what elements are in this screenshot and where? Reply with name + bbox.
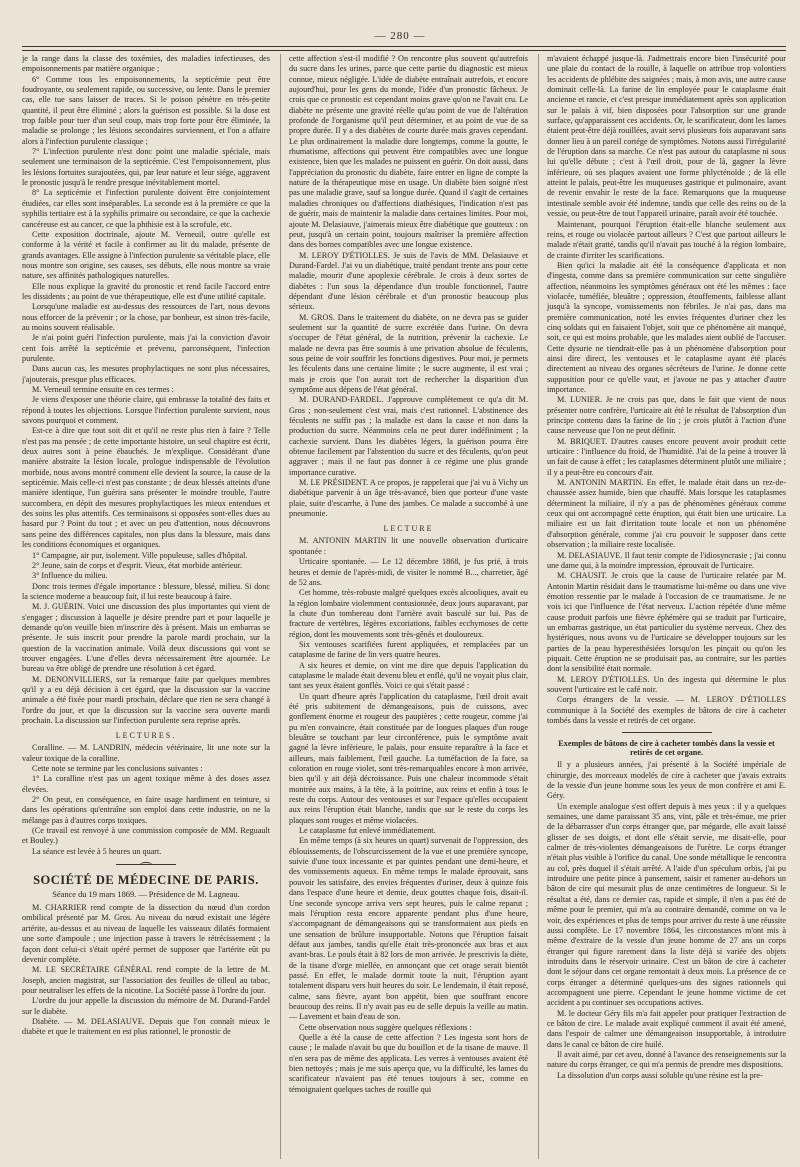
section-heading-lectures: LECTURES. — [115, 731, 177, 741]
paragraph: Je viens d'exposer une théorie claire, qui embrasse la totalité des faits et répond à toutes les objections. Lorsque l'infection purulente survient, nous savons pourquoi et comment. — [22, 395, 270, 426]
paragraph: Le cataplasme fut enlevé immédiatement. — [299, 826, 436, 836]
paragraph: Quelle a été la cause de cette affection ? Les ingesta sont hors de cause ; le malade n'avait bu que du bouillon et de la tisane de mauve. Il n'en sera pas de même des applicata. Les verres à ventouses avaient été bien nettoyés ; mais je me suis aperçu que, vu la difficulté, les lames du scarificateur n'avaient pas été tenues toujours à sec, comme en témoignaient quelques taches de rouille qui — [289, 1032, 528, 1094]
paragraph: Six ventouses scarifiées furent appliquées, et remplacées par un cataplasme de farine de lin vers quatre heures. — [289, 639, 528, 660]
paragraph: La dissolution d'un corps aussi soluble qu'une résine est la pre- — [557, 1070, 763, 1080]
paragraph: Il y a plusieurs années, j'ai présenté à la Société impériale de chirurgie, des morceaux modelés de cire à cacheter que j'avais extraits de la vessie d'un jeune homme sous les yeux de mon confrère et ami E. Géry. — [547, 760, 786, 801]
paragraph: m'avaient échappé jusque-là. J'admettrais encore bien l'insécurité pour une plaie du contact de la rouille, à laquelle on attribue trop volontiers les accidents de phlébite des saignées ; mais, à mon avis, une autre cause dominait celle-là. La farine de lin employée pour le cataplasme était ancienne et rancie, et c'est presque immédiatement après son application sur le palais à vif, bien disposées pour l'absorption sur une grande surface, qu'apparaissent ces accidents. Or, le scarificateur, dont les lames étaient peut-être déjà rouillées, avait servi plusieurs fois auparavant sans donner lieu à un pareil cortége de symptômes. Notons aussi l'irrégularité de l'éruption dans sa marche. Ce n'est pas autour du cataplasme ni sous lui qu'elle débute ; c'est à l'œil droit, pour de là, gagner la lèvre inférieure, où ses plaques avaient une forme phlycténoïde ; de là elle atteint le palais, peut-être les muqueuses gastrique et pulmonaire, avant de revenir envahir le reste de la face. Remarquons que la muqueuse intestinale semble avoir été indemne, tandis que celle des reins ou de la vessie, ou peut-être de tout l'appareil urinaire, paraît avoir été touchée. — [547, 54, 786, 219]
paragraph: Un quart d'heure après l'application du cataplasme, l'œil droit avait été pris subitement de démangeaisons, puis de cuissons, avec gonflement énorme et rougeur des paupières ; cette rougeur, comme j'ai pu m'en convaincre, était constituée par de longues plaques d'un rouge bleuâtre se touchant par leur circonférence, puis le symptôme avait gagné la lèvre inférieure, le palais, pour ensuite reparaître à la face et ailleurs, mais faiblement, l'œil gauche. La tuméfaction de la face, sa coloration en rouge violet, sont très-remarquables encore à mon arrivée, bien qu'il y ait déjà décroissance. Puis une chaleur incommode s'était montrée aux mains, à la tête, à la poitrine, aux reins et enfin à tous le reste du corps. Autour des ventouses et sur l'espace qu'elles occupaient aux reins l'éruption était blanche, tandis que sur le reste du corps les plaques sont rouges et même violacées. — [289, 691, 528, 825]
paragraph: M. DENONVILLIERS, sur la remarque faite par quelques membres qu'il y a eu déjà décision à cet égard, que la discussion sur la vaccine animale a été fixée pour mardi prochain, déclare que rien ne sera changé à l'ordre du jour, et que la discussion sur la vaccine sera ouverte mardi prochain. La discussion sur l'infection purulente sera reprise après. — [22, 674, 270, 725]
column-1 — [22, 54, 270, 1159]
paragraph: M. CHARRIER rend compte de la dissection du nœud d'un cordon ombilical présenté par M. Gros. Au niveau du nœud existait une légère artérite, au-dessus et au niveau de laquelle les vaisseaux dilatés formaient une sorte d'ampoule ; une injection passe à travers le rétrécissement ; la façon dont celui-ci s'était opéré permet de supposer que l'artérite eût pu devenir complète. — [22, 903, 270, 964]
paragraph: M. DURAND-FARDEL. J'approuve complètement ce qu'a dit M. Gros ; non-seulement c'est vrai, mais c'est rationnel. L'abstinence des féculents ne suffit pas ; la maladie est dans la cause et non dans la production du sucre. Néanmoins cela ne peut durer indéfiniment ; la cachexie survient. Dans les diabètes légers, la guérison pourra être obtenue facilement par l'abstention du sucre et des féculents, qu'on peut aggraver ; mais il ne faut pas donner à ce régime une plus grande importance curative. — [289, 395, 528, 477]
paragraph: M. BRIQUET. D'autres causes encore peuvent avoir produit cette urticaire : l'influence du froid, de l'humidité. J'ai de la peine à trouver là un fait de cause à effet ; les cataplasmes déterminent plutôt une miliaire ; il y a peut-être eu concours d'air. — [547, 436, 786, 477]
paragraph: En même temps (à six heures un quart) survenait de l'oppression, des éblouissements, de l'obscurcissement de la vue et une première syncope, suivie d'une toux incessante et par quintes pendant une demi-heure, et des vomissements aqueux. En même temps le malade éprouvait, sans pouvoir les satisfaire, des envies fréquentes d'uriner, deux à quinze fois dans l'espace d'une heure et demie, deux gouttes chaque fois, disait-il. Une seconde syncope arriva vers sept heures, puis le calme reparut ; mais l'éruption resta encore apparente pendant plus d'une heure, s'accompagnant de démangeaisons qui se transformaient aux pieds en une sensation de brûlure insupportable. Notons que l'éruption faisait défaut aux jambes, tandis qu'elle était très-prononcée aux bras et aux avant-bras. Le pouls était à 82 lors de mon arrivée. Je prescrivis la diète, de la tisane d'orge miellée, en annonçant que cet orage serait bientôt passé. En effet, le malade dormit toute la nuit, l'éruption ayant totalement disparu vers huit heures du soir. Le lendemain, il était reposé, calme, sans fièvre, ayant bon appétit, bien que souffrant encore beaucoup des reins. Il n'y avait pas eu de selle depuis la veille au matin. — Lavement et bain d'eau de son. — [289, 836, 528, 1022]
paragraph: M. ANTONIN MARTIN. En effet, le malade était dans un rez-de-chaussée assez humide, bien que chauffé. Mais lorsque les cataplasmes déterminent la miliaire, il n'y a pas de phénomènes généraux comme ceux qui ont accompagné cette éruption, qui était bien une urticaire. La miliaire est un fait d'irritation toute locale et non un phénomène d'absorption générale, comme j'ai cru pouvoir le supposer dans cette observation ; la miliaire reste localisée. — [547, 478, 786, 550]
paragraph: M. GROS. Dans le traitement du diabète, on ne devra pas se guider seulement sur la quantité de sucre excrétée dans l'urine. On devra s'occuper de l'état général, de la nutrition, prévenir la cachexie. Le malade ne devra pas être soumis à une privation absolue de féculents, sous peine de voir souffrir les fonctions digestives. Pour moi, je permets les féculents dans une certaine limite ; le sucre augmente, il est vrai ; mais je crois que l'on aurait tort de rechercher la disparition d'un symptôme aux dépens de l'état général. — [289, 312, 528, 394]
paragraph: 7° L'infection purulente n'est donc point une maladie spéciale, mais seulement une terminaison de la septicémie. C'est l'empoisonnement, plus les lésions fortuites surajoutées, qui, par leur nature et leur siége, aggravent le pronostic jusqu'à le rendre presque inévitablement mortel. — [22, 147, 270, 188]
column-3 — [538, 54, 786, 1159]
paragraph: 1° Campagne, air pur, isolement. Ville populeuse, salles d'hôpital. — [32, 550, 248, 560]
paragraph: M. CHAUSIT. Je crois que la cause de l'urticaire relatée par M. Antonin Martin résidait dans le traumatisme lui-même ou dans une vive émotion ressentie par le malade à l'occasion de ce traumatisme. Je ne vois ici que l'influence de l'état nerveux. L'action répétée d'une même cause produit parfois une fièvre éphémère qui se traduit par l'urticaire, un embarras gastrique, un état particulier du système nerveux. Chez des hystériques, nous avons vu de l'urticaire se développer toujours sur les parties de la peau hyperesthésiées lorsqu'on les pinçait ou qu'on les piquait. Cette éruption ne se produisait pas, au contraire, sur les parties dont la sensibilité était normale. — [547, 571, 786, 674]
divider-line — [622, 732, 712, 733]
paragraph: Urticaire spontanée. — Le 12 décembre 1868, je fus prié, à trois heures et demie de l'après-midi, de visiter le nommé B..., charretier, âgé de 52 ans. — [289, 557, 528, 587]
society-title: SOCIÉTÉ DE MÉDECINE DE PARIS. — [33, 873, 259, 888]
paragraph: Corps étrangers de la vessie. — M. LEROY D'ÉTIOLLES communique à la Société des exemples de bâtons de cire à cacheter tombés dans la vessie et retirés de cet organe. — [547, 695, 786, 725]
paragraph: M. J. GUÉRIN. Voici une discussion des plus importantes qui vient de s'engager ; discussion à laquelle je désire prendre part et pour laquelle je demande qu'on veuille bien m'inscrire dès à présent. Mais un embarras se présente. Je suis inscrit pour prendre la parole mardi prochain, sur la question de la vaccination animale. Voilà deux discussions qui vont se trouver engagées. L'une d'elles devra nécessairement être ajournée. Le bureau va être obligé de prendre une résolution à cet égard. — [22, 602, 270, 674]
paragraph: Un exemple analogue s'est offert depuis à mes yeux : il y a quelques semaines, une dame paraissant 35 ans, vint, pâle et très-émue, me prier de la débarrasser d'un corps étranger que, par mégarde, elle avait laissé glisser de ses doigts, et dont elle s'était servie, me disait-elle, pour calmer de très-violentes démangeaisons de l'urètre. Le corps étranger n'était plus visible à l'orifice du canal. Une sonde métallique le rencontra au col, près duquel il s'était arrêté. A l'aide d'un spéculum orbis, j'ai pu introduire une petite pince à pansement, saisir et ramener au-dehors un bâton de cire qui mesurait plus de onze centimètres de longueur. Si le résultat a été, dans ce dernier cas, rapide et simple, il n'en a pas été de même pour le premier, qui m'a au contraire demandé, comme on va le voir, des expériences et plus de temps pour arriver du reste à une réussite aussi complète. Le 17 novembre 1864, les circonstances m'ont mis à même d'extraire de la vessie d'un jeune homme de 27 ans un corps étranger qui figure rarement dans la liste déjà si variée des objets introduits dans le réservoir urinaire. C'est un bâton de cire à cacheter dont le séjour dans cet organe remontait à deux mois. La présence de ce corps étranger a déterminé quelques-uns des signes rationnels qui accompagnent une pierre. Cependant le jeune homme victime de cet accident a pu continuer ses occupations actives. — [547, 801, 786, 1008]
paragraph: M. LEROY D'ÉTIOLLES. Un des ingesta qui détermine le plus souvent l'urticaire est le café noir. — [547, 674, 786, 694]
column-2 — [280, 54, 528, 1159]
paragraph: M. LUNIER. Je ne crois pas que, dans le fait que vient de nous présenter notre confrère, l'urticaire ait été le résultat de l'absorption d'un principe contenu dans la farine de lin ; je crois plutôt à l'action d'une cause nerveuse que l'on ne peut définir. — [547, 395, 786, 436]
paragraph: (Ce travail est renvoyé à une commission composée de MM. Reguault et Bouley.) — [22, 826, 270, 846]
paragraph: M. LEROY D'ÉTIOLLES. Je suis de l'avis de MM. Delasiauve et Durand-Fardel. J'ai vu un diabétique, traité pendant trente ans pour cette maladie, mourir d'une apoplexie cérébrale. Je crois à deux sortes de diabètes : l'un sous la dépendance d'un trouble fonctionnel, l'autre dépendant d'une lésion cérébrale et d'un pronostic beaucoup plus sérieux. — [289, 250, 528, 312]
paragraph: Cette observation nous suggère quelques réflexions : — [299, 1022, 472, 1032]
paragraph: Maintenant, pourquoi l'éruption était-elle blanche seulement aux reins, et rouge ou violacée partout ailleurs ? C'est que partout ailleurs le malade n'était gratté, tandis qu'il n'avait pas touché à la région lombaire, de crainte d'irriter les scarifications. — [547, 219, 786, 260]
paragraph: Cette exposition doctrinale, ajoute M. Verneuil, outre qu'elle est conforme à la vérité et facile à confirmer au lit du malade, présente de grands avantages. Elle assigne à l'infection purulente sa véritable place, elle nous montre son origine, ses causes, ses débuts, elle nous montre sa vraie nature, ses affinités pathologiques naturelles. — [22, 229, 270, 281]
paragraph: 1° La coralline n'est pas un agent toxique même à des doses assez élevées. — [22, 774, 270, 794]
paragraph: Bien qu'ici la maladie ait été la conséquence d'applicata et non d'ingesta, comme dans sa première communication sur cette singulière affection, néanmoins les symptômes généraux ont été les mêmes : face violacée, tuméfiée, bleuâtre ; oppression, étouffements, faiblesse allant jusqu'à la syncope, vomissements non fébriles. Je n'ai pas, dans ma première communication, noté les envies fréquentes d'uriner chez les cinq soldats qui en faisaient l'objet, soit que ce phénomène ait manqué, soit, ce qui est moins probable, que les malades aient oublié de l'accuser. Cette dysurie ne tiendrait-elle pas à un phénomène d'absorption pour ainsi dire direct, les ventouses et le cataplasme ayant été placés directement au niveau des organes sécréteurs de l'urine. Je donne cette supposition pour ce qu'elle vaut, et j'avoue ne pas y attacher d'autre importance. — [547, 260, 786, 394]
paragraph: M. LE PRÉSIDENT. A ce propos, je rappelerai que j'ai vu à Vichy un diabétique parvenir à un âge très-avancé, bien que porteur d'une vaste plaie, suite d'escarrhe, à l'une des jambes. Ce malade a succombé à une pneumonie. — [289, 478, 528, 519]
paragraph: Elle nous explique la gravité du pronostic et rend facile l'accord entre les dissidents ; au point de vue thérapeutique, elle est d'une utilité capitale. — [22, 281, 270, 301]
session-line: Séance du 19 mars 1869. — Présidence de M. Lagneau. — [52, 890, 240, 900]
paragraph: 6° Comme tous les empoisonnements, la septicémie peut être foudroyante, ou seulement rapide, ou successive, ou lente. Dans le premier cas, elle tue sans laisser de traces. Si le poison pénètre en très-petite quantité, il peut être éliminé ; alors la guérison est possible. Si la dose est trop faible pour tuer d'un seul coup, mais trop forte pour être éliminée, la maladie se prolonge ; les lésions secondaires surviennent, et l'on a affaire alors à l'infection purulente classique ; — [22, 74, 270, 146]
paragraph: Je n'ai point guéri l'infection purulente, mais j'ai la conviction d'avoir cent fois arrêté la septicémie et prévenu, parconséquent, l'infection purulente. — [22, 333, 270, 363]
header-rule — [22, 46, 786, 51]
paragraph: cette affection s'est-il modifié ? On rencontre plus souvent qu'autrefois du sucre dans les urines, parce que cette partie du diagnostic est mieux connue, mieux négligée. L'idée de diabète entraînait autrefois, et encore aujourd'hui, pour les gens du monde, l'idée d'un pronostic fâcheux. Je crois que ce pronostic est cependant moins grave qu'on ne l'avait cru. Le diabète ne présente une gravité réelle qu'au point de vue de l'altération profonde de l'organisme qu'il peut déterminer, et au point de vue de sa propre durée. Il y a des diabètes de courte durée mais graves cependant. Le plus ordinairement la maladie dure longtemps, comme la goutte, le rhumatisme, affections qui peuvent être compatibles avec une longue existence, bien que les malades ne puissent en guérir. On doit aussi, dans l'appréciation du pronostic du diabète, faire entrer en ligne de compte la nature de la thérapeutique mise en usage. Un diabète bien soigné n'est pas une maladie grave, sauf sa longue durée. Quand il s'agit de certaines maladies chroniques ou d'affections diathésiques, l'indication n'est pas de guérir, mais de maintenir la maladie dans certaines limites. Pour moi, ajoute M. Delasiauve, j'aimerais mieux être diabétique que goutteux : on peut, jusqu'à un certain point, toujours maîtriser la première affection dans des bornes compatibles avec une longue existence. — [289, 54, 528, 250]
text-columns — [22, 54, 786, 1159]
paragraph: L'ordre du jour appelle la discussion du mémoire de M. Durand-Fardel sur le diabète. — [22, 996, 270, 1016]
paragraph: La séance est levée à 5 heures un quart. — [32, 846, 162, 856]
paragraph: Donc trois termes d'égale importance : blessure, blessé, milieu. Si donc la science moderne a beaucoup fait, il lui reste beaucoup à faire. — [22, 581, 270, 601]
paragraph: M. LE SECRÉTAIRE GÉNÉRAL rend compte de la lettre de M. Joseph, ancien magistrat, sur l'association des feuilles de tilleul au tabac, pour neutraliser les effets de la nicotine. La Société passe à l'ordre du jour. — [22, 965, 270, 995]
paragraph: M. le docteur Géry fils m'a fait appeler pour pratiquer l'extraction de ce bâton de cire. Le malade avait expliqué comment il avait été amené, dans l'espoir de calmer une démangeaison insupportable, à introduire dans le canal ce bâton de cire huilé. — [547, 1008, 786, 1049]
section-heading-lecture: LECTURE — [383, 524, 434, 534]
paragraph: M. DELASIAUVE. Il faut tenir compte de l'idiosyncrasie ; j'ai connu une dame qui, à la moindre impression, éprouvait de l'urticaire. — [547, 550, 786, 570]
ornament-divider — [116, 864, 176, 865]
paragraph: A six heures et demie, on vint me dire que depuis l'application du cataplasme le malade était devenu bleu et enflé, qu'il ne voyait plus clair, tant ses yeux étaient gonflés. Voici ce qui s'était passé : — [289, 660, 528, 691]
paragraph: Il avait aimé, par cet aveu, donné à l'avance des renseignements sur la nature du corps étranger, ce qui m'a permis de prendre mes dispositions. — [547, 1049, 786, 1070]
paragraph: M. Verneuil termine ensuite en ces termes : — [32, 385, 174, 394]
paragraph: 8° La septicémie et l'infection purulente doivent être conjointement étudiées, car elles sont inséparables. La seconde est à la première ce que la syphilis tertiaire est à la syphilis primaire ou secondaire, ce que la cachexie cancéreuse est au cancer, ce que la phthisie est à la scrofule, etc. — [22, 188, 270, 229]
paragraph: Cet homme, très-robuste malgré quelques excès alcooliques, avait eu la région lombaire violemment contusionnée, deux jours auparavant, par la chute d'un tombereau dont l'arrière avait basculé sur lui. Pas de fracture de vertèbres, légères excoriations, faibles ecchymoses de cette région, dont les mouvements sont très-gênés et douloureux. — [289, 588, 528, 639]
paragraph: 2° Jeune, sain de corps et d'esprit. Vieux, état morbide antérieur. — [32, 560, 243, 570]
article-heading: Exemples de bâtons de cire à cacheter tombés dans la vessie et retirés de cet organe. — [558, 739, 775, 758]
paragraph: Diabète. — M. DELASIAUVE. Depuis que l'on connaît mieux le diabète et que le traitement en est plus rationnel, le pronostic de — [22, 1016, 270, 1037]
paragraph: Lorsqu'une maladie est au-dessus des ressources de l'art, nous devons nous efforcer de la prévenir ; or la chose, par bonheur, est sinon très-facile, au moins souvent réalisable. — [22, 302, 270, 332]
paragraph: 2° On peut, en conséquence, en faire usage hardiment en teinture, si dans les opérations qu'entraîne son emploi dans cette industrie, on ne la mélange pas à d'autres corps toxiques. — [22, 795, 270, 825]
paragraph: M. ANTONIN MARTIN lit une nouvelle observation d'urticaire spontanée : — [289, 536, 528, 556]
page-number: — 280 — — [374, 30, 426, 42]
paragraph: Est-ce à dire que tout soit dit et qu'il ne reste plus rien à faire ? Telle n'est pas ma pensée ; de cette importante histoire, un seul chapitre est écrit, deux autres sont à peine ébauchés. Je m'explique. Considérant d'une manière abstraite la lésion locale, prologue indispensable de l'évolution morbide, nous avons montré comment elle devient la source, la cause de la septicémie. Mais celle-ci n'est pas constante ; de deux blessés atteints d'une manière identique, l'un guérira sans présenter le moindre trouble, l'autre succombera, en dépit des mesures prophylactiques les mieux entendues et des soins les plus attentifs. Ces terminaisons si opposées sont-elles dues au hasard pur ? Point du tout ; et avec un peu d'attention, nous découvrons sans peine des différences capitales, non plus dans la blessure, mais dans les conditions économiques et organiques. — [22, 426, 270, 550]
paragraph: Cette note se termine par les conclusions suivantes : — [32, 764, 203, 774]
paragraph: 3° Influence du milieu. — [32, 571, 108, 581]
paragraph: Coralline. — M. LANDRIN, médecin vétérinaire, lit une note sur la valeur toxique de la coralline. — [22, 743, 270, 763]
paragraph: Dans aucun cas, les mesures prophylactiques ne sont plus nécessaires, j'ajouterais, presque plus efficaces. — [22, 364, 270, 384]
paragraph: je la range dans la classe des toxémies, des maladies infectieuses, des empoisonnements par matière organique ; — [22, 54, 270, 74]
